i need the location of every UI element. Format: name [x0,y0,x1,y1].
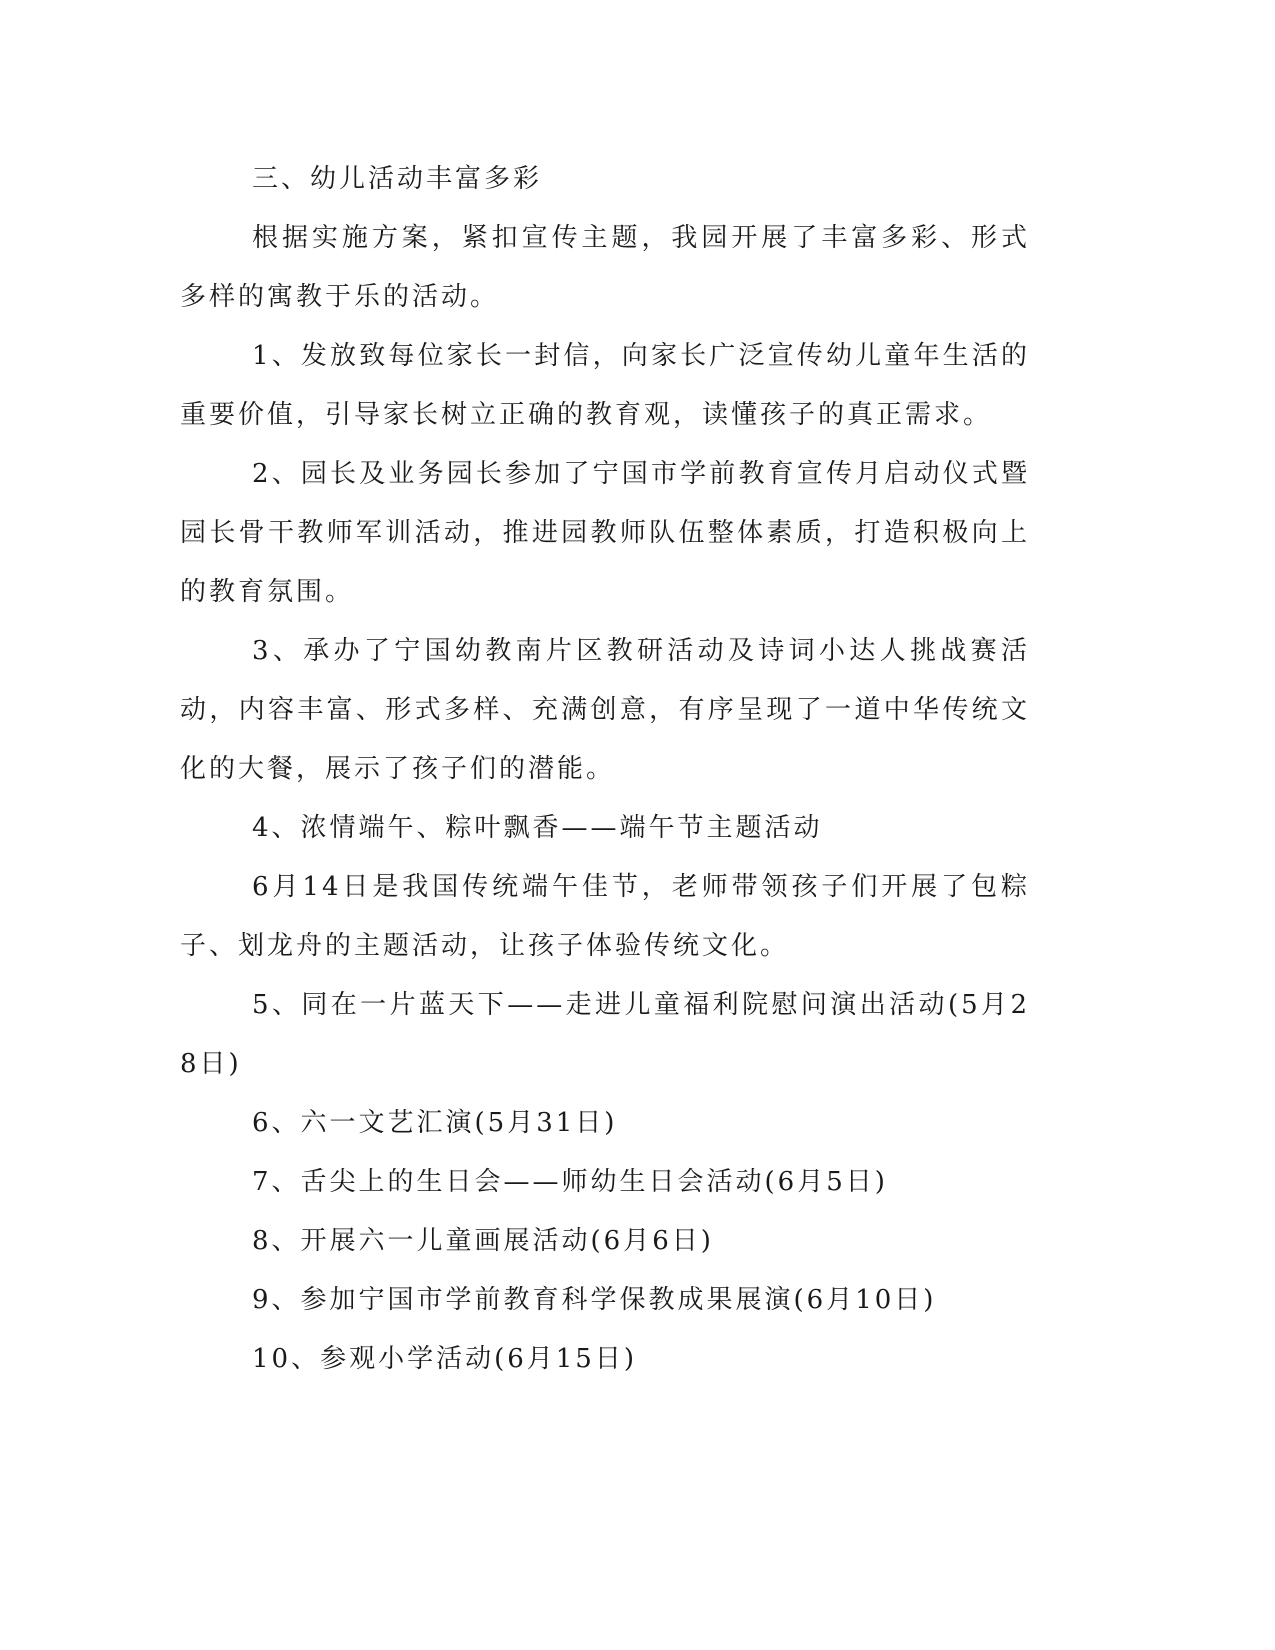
item-4-heading: 4、浓情端午、粽叶飘香——端午节主题活动 [252,813,823,843]
item-9-line: 9、参加宁国市学前教育科学保教成果展演(6月10日) [252,1285,937,1315]
item-10-line: 10、参观小学活动(6月15日) [252,1344,637,1374]
item-6-line: 6、六一文艺汇演(5月31日) [252,1108,618,1138]
item-5-paragraph: 5、同在一片蓝天下——走进儿童福利院慰问演出活动(5月28日) [180,990,1030,1079]
item-4-description: 6月14日是我国传统端午佳节，老师带领孩子们开展了包粽子、划龙舟的主题活动，让孩子体验传统文化。 [180,872,1030,961]
item-3-paragraph: 3、承办了宁国幼教南片区教研活动及诗词小达人挑战赛活动，内容丰富、形式多样、充满创意，有序呈现了一道中华传统文化的大餐，展示了孩子们的潜能。 [180,636,1030,784]
section-heading: 三、幼儿活动丰富多彩 [252,164,543,194]
document-page [180,150,1030,1389]
item-2-paragraph: 2、园长及业务园长参加了宁国市学前教育宣传月启动仪式暨园长骨干教师军训活动，推进园教师队伍整体素质，打造积极向上的教育氛围。 [180,459,1030,607]
item-8-line: 8、开展六一儿童画展活动(6月6日) [252,1226,714,1256]
intro-paragraph: 根据实施方案，紧扣宣传主题，我园开展了丰富多彩、形式多样的寓教于乐的活动。 [180,223,1030,312]
item-1-paragraph: 1、发放致每位家长一封信，向家长广泛宣传幼儿童年生活的重要价值，引导家长树立正确的教育观，读懂孩子的真正需求。 [180,341,1030,430]
item-7-line: 7、舌尖上的生日会——师幼生日会活动(6月5日) [252,1167,888,1197]
